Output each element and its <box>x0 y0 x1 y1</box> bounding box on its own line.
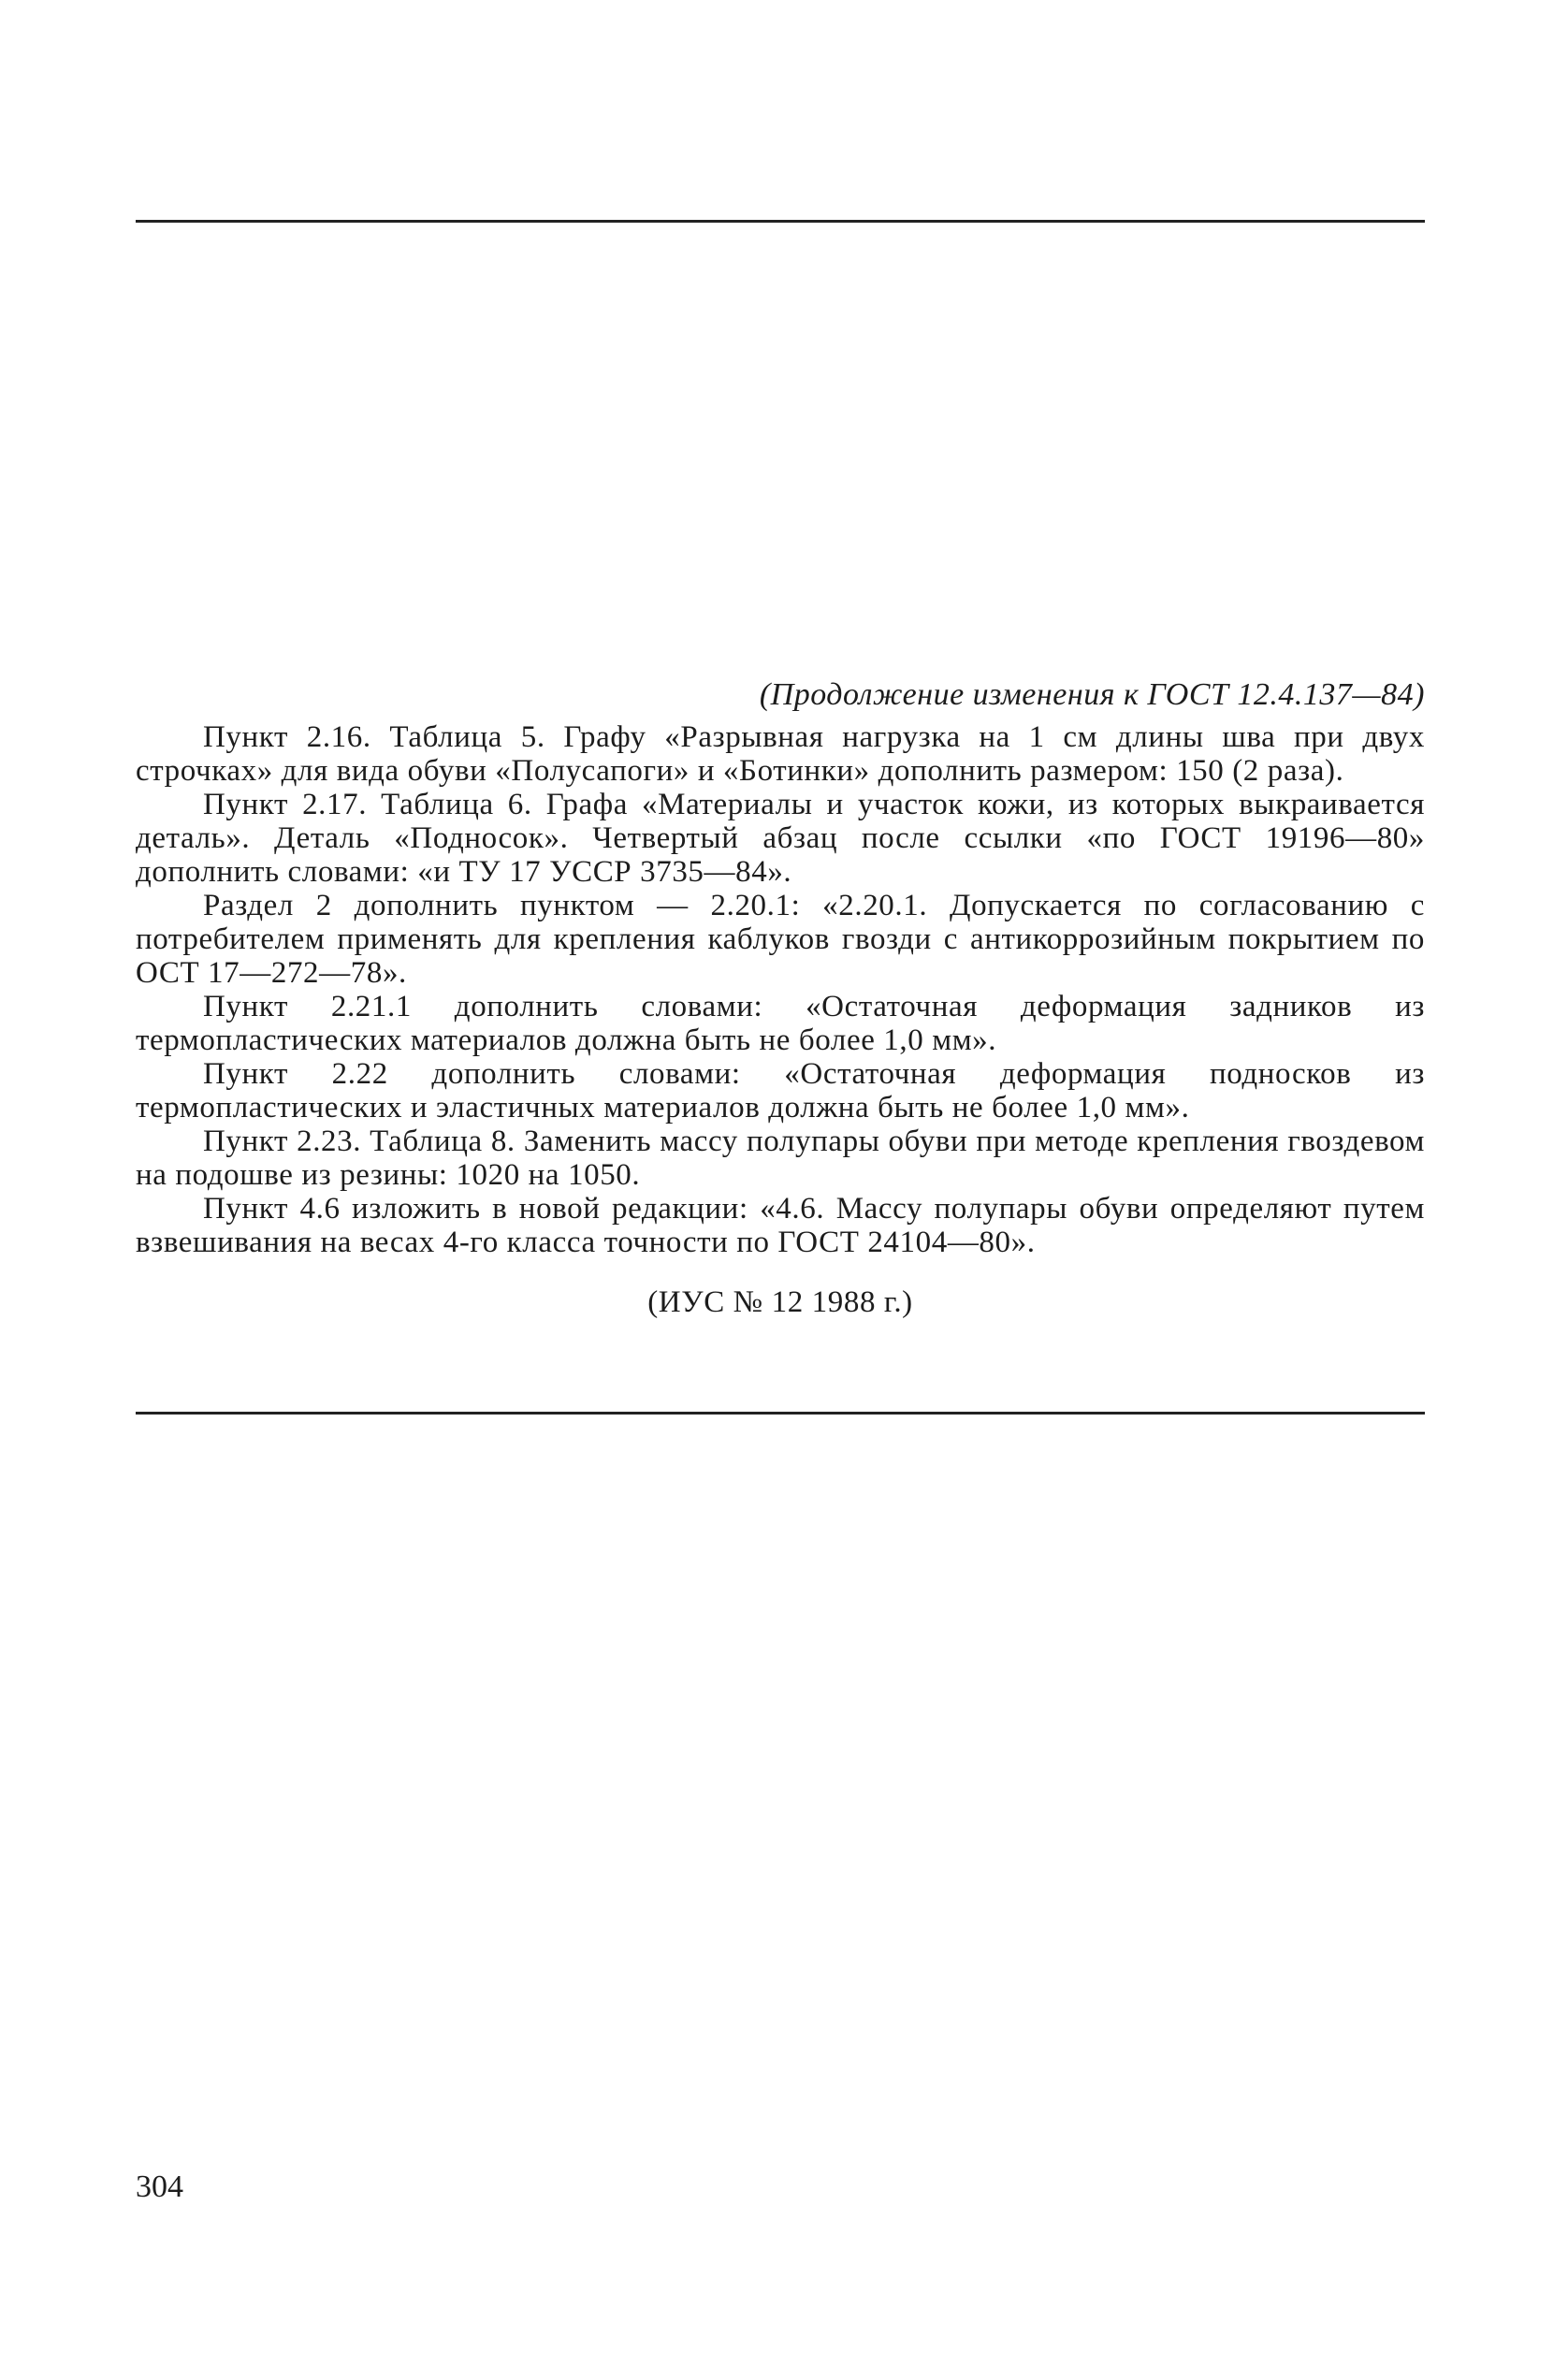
source-reference: (ИУС № 12 1988 г.) <box>647 1285 913 1319</box>
amendment-paragraph-4-6: Пункт 4.6 изложить в новой редакции: «4.6. Массу полупары обуви определяют путем взвешивания на весах 4-го класса точности по ГОСТ 24104—80». <box>136 1192 1425 1259</box>
amendment-paragraph-2-21-1: Пункт 2.21.1 дополнить словами: «Остаточная деформация задников из термопластических материалов должна быть не более 1,0 мм». <box>136 990 1425 1057</box>
continuation-title: (Продолжение изменения к ГОСТ 12.4.137—84) <box>759 677 1425 712</box>
amendment-paragraph-2-17: Пункт 2.17. Таблица 6. Графа «Материалы и участок кожи, из которых выкраивается деталь». Деталь «Подносок». Четвертый абзац после ссылки «по ГОСТ 19196—80» дополнить словами: «и ТУ 17 УССР 3735—84». <box>136 788 1425 889</box>
amendment-paragraph-2-20-1: Раздел 2 дополнить пунктом — 2.20.1: «2.20.1. Допускается по согласованию с потребителем применять для крепления каблуков гвозди с антикоррозийным покрытием по ОСТ 17—272—78». <box>136 889 1425 990</box>
top-divider-rule <box>136 220 1425 223</box>
amendment-block <box>136 675 1425 1321</box>
amendment-paragraph-2-16: Пункт 2.16. Таблица 5. Графу «Разрывная нагрузка на 1 см длины шва при двух строчках» для вида обуви «Полусапоги» и «Ботинки» дополнить размером: 150 (2 раза). <box>136 720 1425 788</box>
amendment-paragraph-2-22: Пункт 2.22 дополнить словами: «Остаточная деформация подносков из термопластических и эластичных материалов должна быть не более 1,0 мм». <box>136 1057 1425 1124</box>
page-number: 304 <box>136 2169 183 2204</box>
amendment-paragraph-2-23: Пункт 2.23. Таблица 8. Заменить массу полупары обуви при методе крепления гвоздевом на подошве из резины: 1020 на 1050. <box>136 1124 1425 1192</box>
bottom-divider-rule <box>136 1412 1425 1415</box>
